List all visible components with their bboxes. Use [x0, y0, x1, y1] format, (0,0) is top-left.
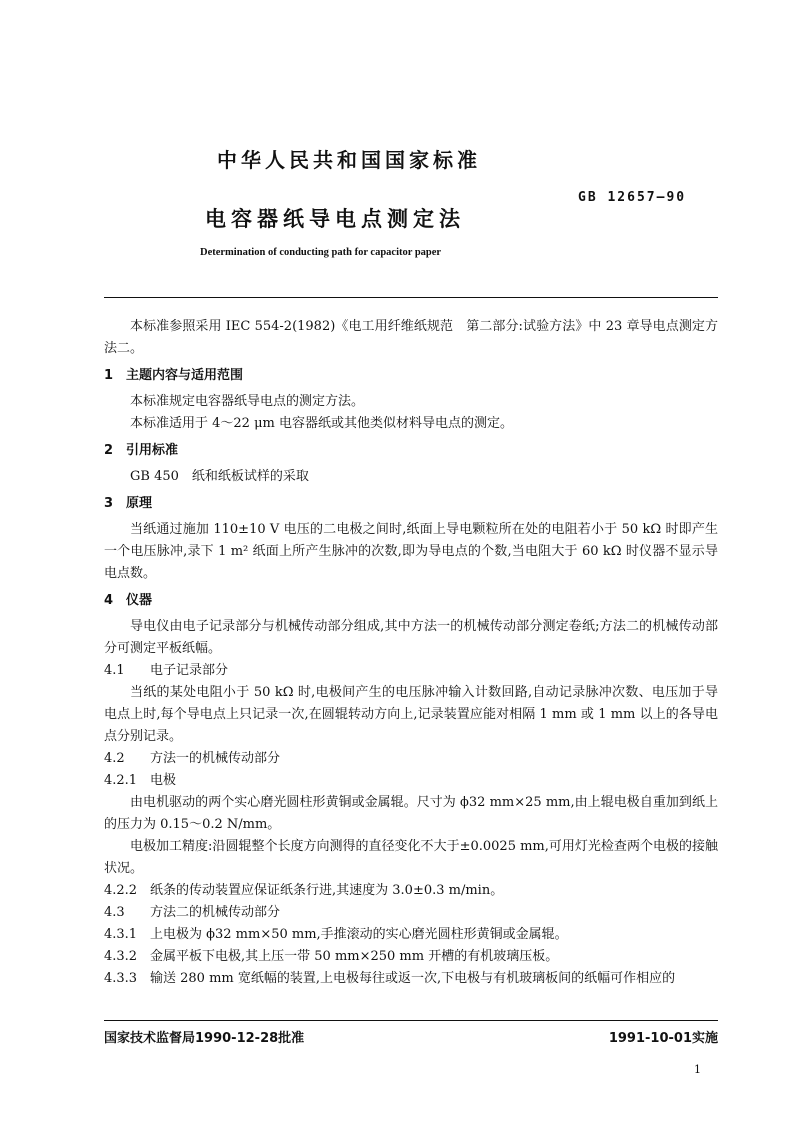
subsection-4-3-2: [104, 946, 718, 968]
paragraph: 当纸通过施加 110±10 V 电压的二电极之间时,纸面上导电颗粒所在处的电阻若小于 50 kΩ 时即产生一个电压脉冲,录下 1 m² 纸面上所产生脉冲的次数,即为导电点的个数,当电阻大于 60 kΩ 时仪器不显示导电点数。: [104, 522, 718, 581]
header-divider: [104, 297, 718, 298]
standard-code: GB 12657—90: [578, 190, 687, 205]
footer-divider: [104, 1020, 718, 1021]
subsection-number: 4.2.2: [104, 883, 138, 898]
section-title: 仪器: [126, 593, 153, 608]
subsection-title: 方法一的机械传动部分: [150, 751, 281, 766]
intro-paragraph: 本标准参照采用 IEC 554-2(1982)《电工用纤维纸规范 第二部分:试验方法》中 23 章导电点测定方法二。: [104, 319, 718, 356]
section-title: 引用标准: [126, 443, 179, 458]
subsection-4-2-1-heading: [104, 770, 718, 792]
subsection-text: 金属平板下电极,其上压一带 50 mm×250 mm 开槽的有机玻璃压板。: [150, 949, 559, 964]
subsection-title: 方法二的机械传动部分: [150, 905, 281, 920]
reference-item: GB 450 纸和纸板试样的采取: [130, 469, 309, 484]
paragraph: 当纸的某处电阻小于 50 kΩ 时,电极间产生的电压脉冲输入计数回路,自动记录脉冲次数、电压加于导电点上时,每个导电点上只记录一次,在圆辊转动方向上,记录装置应能对相隔 1 mm 或 1 mm 以上的各导电点分别记录。: [104, 685, 718, 744]
section-number: 3: [104, 496, 114, 511]
section-number: 4: [104, 593, 114, 608]
subsection-number: 4.3.3: [104, 971, 138, 986]
subsection-4-3-heading: [104, 902, 718, 924]
subsection-text: 上电极为 ϕ32 mm×50 mm,手推滚动的实心磨光圆柱形黄铜或金属辊。: [150, 927, 568, 942]
section-number: 1: [104, 368, 114, 383]
document-title-cn: 电容器纸导电点测定法: [205, 207, 465, 231]
document-body: [104, 316, 718, 990]
subsection-4-2-heading: [104, 748, 718, 770]
subsection-number: 4.3.1: [104, 927, 138, 942]
implementation-date: 1991-10-01实施: [608, 1031, 718, 1046]
paragraph: 本标准规定电容器纸导电点的测定方法。: [130, 394, 365, 409]
subsection-text: 纸条的传动装置应保证纸条行进,其速度为 3.0±0.3 m/min。: [150, 883, 504, 898]
document-title-en: Determination of conducting path for capacitor paper: [200, 247, 442, 258]
section-title: 主题内容与适用范围: [126, 368, 244, 383]
subsection-title: 电子记录部分: [150, 663, 229, 678]
subsection-text: 输送 280 mm 宽纸幅的装置,上电极每往或返一次,下电极与有机玻璃板间的纸幅可作相应的: [150, 971, 676, 986]
section-2-heading: [104, 440, 718, 462]
subsection-number: 4.2: [104, 751, 125, 766]
subsection-title: 电极: [150, 773, 177, 788]
section-number: 2: [104, 443, 114, 458]
section-3-heading: [104, 493, 718, 515]
country-standard-heading: 中华人民共和国国家标准: [217, 148, 481, 172]
page-number: 1: [694, 1063, 701, 1076]
paragraph: 导电仪由电子记录部分与机械传动部分组成,其中方法一的机械传动部分测定卷纸;方法二的机械传动部分可测定平板纸幅。: [104, 619, 718, 656]
subsection-number: 4.3: [104, 905, 125, 920]
subsection-number: 4.3.2: [104, 949, 138, 964]
section-4-heading: [104, 590, 718, 612]
subsection-4-2-2: [104, 880, 718, 902]
subsection-number: 4.1: [104, 663, 125, 678]
paragraph: 本标准适用于 4～22 μm 电容器纸或其他类似材料导电点的测定。: [130, 416, 513, 431]
paragraph: 电极加工精度:沿圆辊整个长度方向测得的直径变化不大于±0.0025 mm,可用灯光检查两个电极的接触状况。: [104, 839, 718, 876]
subsection-4-3-3: [104, 968, 718, 990]
subsection-number: 4.2.1: [104, 773, 138, 788]
subsection-4-3-1: [104, 924, 718, 946]
paragraph: 由电机驱动的两个实心磨光圆柱形黄铜或金属辊。尺寸为 ϕ32 mm×25 mm,由上辊电极自重加到纸上的压力为 0.15～0.2 N/mm。: [104, 795, 718, 832]
approval-date: 国家技术监督局1990-12-28批准: [104, 1031, 305, 1046]
subsection-4-1-heading: [104, 660, 718, 682]
section-1-heading: [104, 365, 718, 387]
section-title: 原理: [126, 496, 153, 511]
